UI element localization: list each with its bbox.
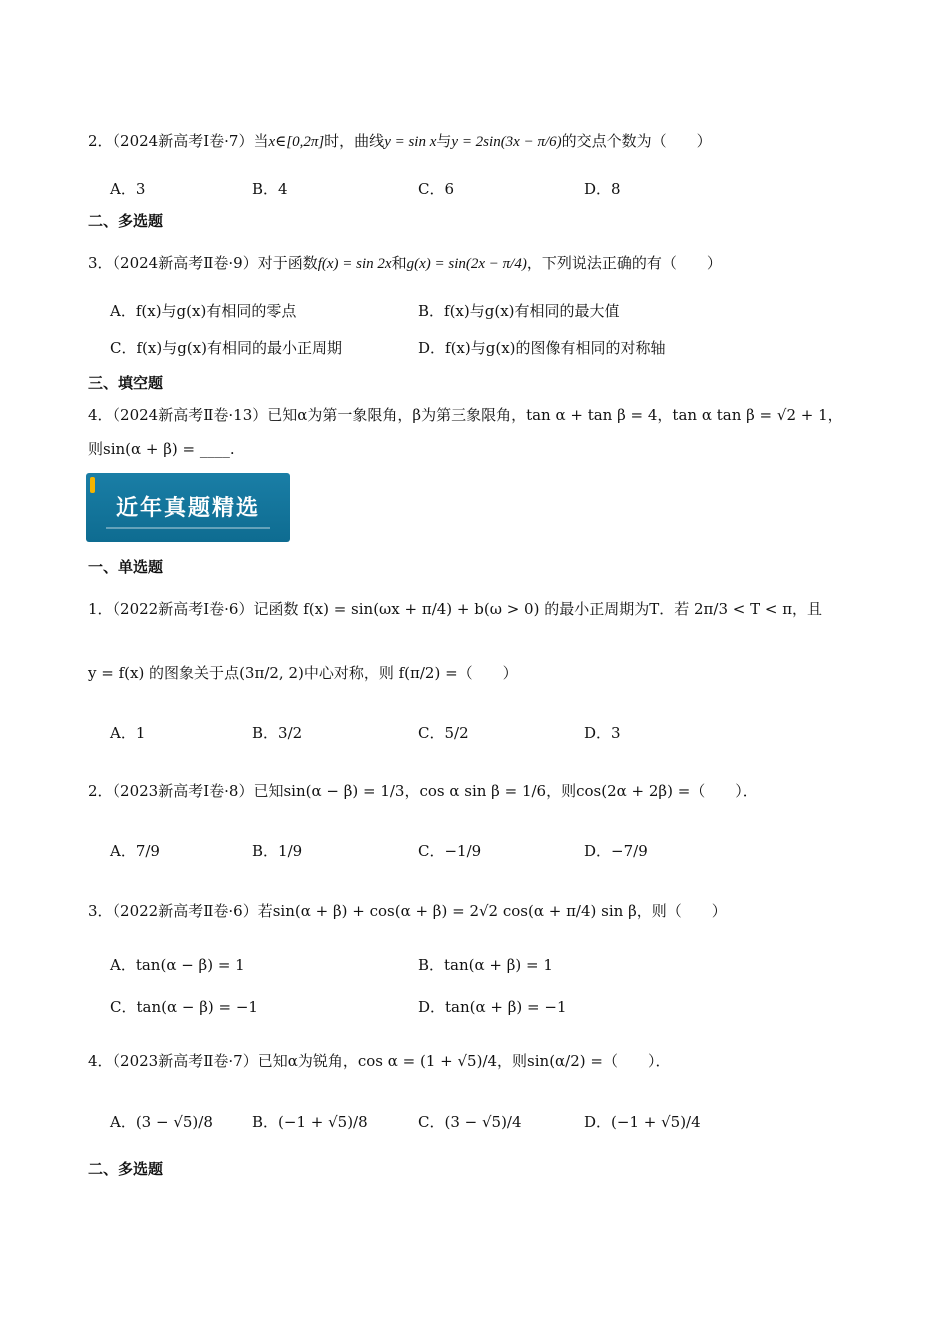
question-2022-1-6-line2: y = f(x) 的图象关于点(3π/2, 2)中心对称，则 f(π/2) =（ ） bbox=[88, 664, 518, 682]
option-c: C．6 bbox=[418, 180, 455, 198]
banner-title: 近年真题精选 bbox=[115, 496, 260, 521]
math-expr: g(x) = sin(2x − π/4) bbox=[406, 256, 527, 272]
math-expr: y = sin x bbox=[384, 134, 437, 150]
question-2022-2-6: 3．（2022新高考Ⅱ卷·6）若sin(α + β) + cos(α + β) = 2√2 cos(α + π/4) sin β，则（ ） bbox=[88, 902, 727, 920]
section-heading-multi: 二、多选题 bbox=[88, 1160, 164, 1178]
section-heading-single: 一、单选题 bbox=[88, 558, 164, 576]
math-expr: x∈[0,2π] bbox=[268, 134, 325, 150]
option-c: C．−1/9 bbox=[418, 842, 482, 860]
question-stem: 2．（2024新高考Ⅰ卷·7）当 bbox=[88, 132, 269, 150]
question-2023-1-8: 2．（2023新高考Ⅰ卷·8）已知sin(α − β) = 1/3，cos α sin β = 1/6，则cos(2α + 2β) =（ ）． bbox=[88, 782, 758, 800]
question-stem: 3．（2024新高考Ⅱ卷·9）对于函数 bbox=[88, 254, 318, 272]
section-heading-multi: 二、多选题 bbox=[88, 212, 164, 230]
option-c: C．tan(α − β) = −1 bbox=[110, 998, 258, 1016]
question-text: 与 bbox=[436, 132, 452, 150]
option-a: A．3 bbox=[110, 180, 146, 198]
option-b: B．1/9 bbox=[252, 842, 303, 860]
question-2023-2-7: 4．（2023新高考Ⅱ卷·7）已知α为锐角，cos α = (1 + √5)/4，则sin(α/2) =（ ）． bbox=[88, 1052, 671, 1070]
banner-underline bbox=[106, 527, 270, 529]
section-heading-fill: 三、填空题 bbox=[88, 374, 164, 392]
question-2022-1-6-line1: 1．（2022新高考Ⅰ卷·6）记函数 f(x) = sin(ωx + π/4) + b(ω > 0) 的最小正周期为T．若 2π/3 < T < π，且 bbox=[88, 600, 823, 618]
option-b: B．tan(α + β) = 1 bbox=[418, 956, 553, 974]
question-text: 的交点个数为（ ） bbox=[561, 132, 712, 150]
question-2024-2-13-line2: 则sin(α + β) = ____. bbox=[88, 440, 235, 458]
option-c: C．f(x)与g(x)有相同的最小正周期 bbox=[110, 339, 342, 357]
option-b: B．4 bbox=[252, 180, 288, 198]
option-d: D．3 bbox=[584, 724, 621, 742]
math-expr: f(x) = sin 2x bbox=[317, 256, 392, 272]
option-d: D．8 bbox=[584, 180, 621, 198]
option-c: C．(3 − √5)/4 bbox=[418, 1113, 522, 1131]
option-a: A．1 bbox=[110, 724, 146, 742]
option-a: A．(3 − √5)/8 bbox=[110, 1113, 213, 1131]
option-d: D．tan(α + β) = −1 bbox=[418, 998, 567, 1016]
option-a: A．f(x)与g(x)有相同的零点 bbox=[110, 302, 297, 320]
question-2024-1-7 bbox=[88, 130, 712, 153]
option-a: A．7/9 bbox=[110, 842, 160, 860]
option-b: B．3/2 bbox=[252, 724, 303, 742]
option-d: D．(−1 + √5)/4 bbox=[584, 1113, 701, 1131]
question-2024-2-13-line1: 4．（2024新高考Ⅱ卷·13）已知α为第一象限角，β为第三象限角，tan α + tan β = 4，tan α tan β = √2 + 1， bbox=[88, 406, 843, 424]
option-b: B．f(x)与g(x)有相同的最大值 bbox=[418, 302, 620, 320]
option-c: C．5/2 bbox=[418, 724, 469, 742]
option-d: D．f(x)与g(x)的图像有相同的对称轴 bbox=[418, 339, 666, 357]
option-b: B．(−1 + √5)/8 bbox=[252, 1113, 368, 1131]
option-a: A．tan(α − β) = 1 bbox=[110, 956, 245, 974]
option-d: D．−7/9 bbox=[584, 842, 648, 860]
question-text: 和 bbox=[391, 254, 407, 272]
math-expr: y = 2sin(3x − π/6) bbox=[451, 134, 562, 150]
section-banner bbox=[86, 473, 290, 542]
question-text: ，下列说法正确的有（ ） bbox=[526, 254, 722, 272]
question-text: 时，曲线 bbox=[324, 132, 385, 150]
question-2024-2-9 bbox=[88, 252, 722, 275]
